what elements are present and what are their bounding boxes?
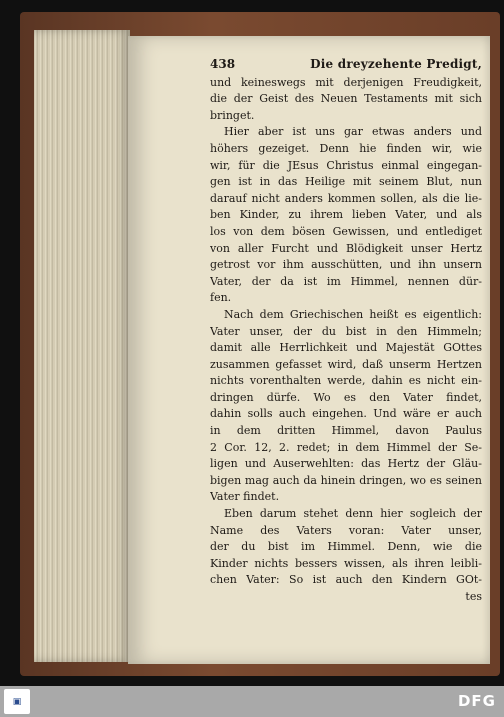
library-logo-icon[interactable]: ▣ [4,689,30,714]
text-line: getrost vor ihm ausschütten, und ihn unsern [210,258,482,272]
text-line: damit alle Herrlichkeit und Majestät GOttes [210,341,482,355]
text-line: Hier aber ist uns gar etwas anders und [224,125,482,139]
text-line: wir, für die JEsus Christus einmal eingegan- [210,158,482,172]
text-line: von aller Furcht und Blödigkeit unser Hertz [210,241,482,255]
text-line: die der Geist des Neuen Testaments mit sich [210,92,482,106]
text-line: Kinder nichts bessers wissen, als ihren leibli- [210,556,482,570]
dfg-logo[interactable]: DFG [457,692,496,710]
text-line: in dem dritten Himmel, davon Paulus [210,424,482,438]
text-line: bringet. [210,108,255,122]
text-line: Vater findet. [210,490,280,504]
text-line: Vater unser, der du bist in den Himmeln; [210,324,482,338]
text-line: dringen dürfe. Wo es den Vater findet, [210,390,482,404]
text-line: Vater, der da ist im Himmel, nennen dür- [210,274,482,288]
text-line: und keineswegs mit derjenigen Freudigkeit, [210,75,482,89]
catchword: tes [465,590,482,603]
text-line: Name des Vaters voran: Vater unser, [210,523,482,537]
viewer-footer [0,686,504,717]
text-line: darauf nicht anders kommen sollen, als die lie- [210,191,482,205]
text-line: der du bist im Himmel. Denn, wie die [210,540,482,554]
text-line: höhers gezeiget. Denn hie finden wir, wie [210,141,482,155]
text-line: bigen mag auch da hinein dringen, wo es seinen [210,473,482,487]
text-line: Eben darum stehet denn hier sogleich der [224,507,482,521]
text-line: dahin solls auch eingehen. Und wäre er auch [210,407,482,421]
page-header [210,56,482,73]
text-line: ben Kinder, zu ihrem lieben Vater, und als [210,208,482,222]
text-line: nichts vorenthalten werde, dahin es nicht ein- [210,374,482,388]
text-line: ligen und Auserwehlten: das Hertz der Gläu- [210,457,482,471]
page-number: 438 [210,57,236,71]
text-line: los von dem bösen Gewissen, und entlediget [210,224,482,238]
text-lines [210,75,482,589]
running-title: Die dreyzehente Predigt, [310,57,482,71]
text-line: gen ist in das Heilige mit seinem Blut, nun [210,175,482,189]
text-line: fen. [210,291,232,305]
page-text [210,56,482,606]
text-line: chen Vater: So ist auch den Kindern GOt- [210,573,482,587]
text-line: Nach dem Griechischen heißt es eigentlich: [224,307,482,321]
text-line: zusammen gefasset wird, daß unserm Hertzen [210,357,482,371]
text-line: 2 Cor. 12, 2. redet; in dem Himmel der Se- [210,440,482,454]
page-edges [34,30,130,662]
